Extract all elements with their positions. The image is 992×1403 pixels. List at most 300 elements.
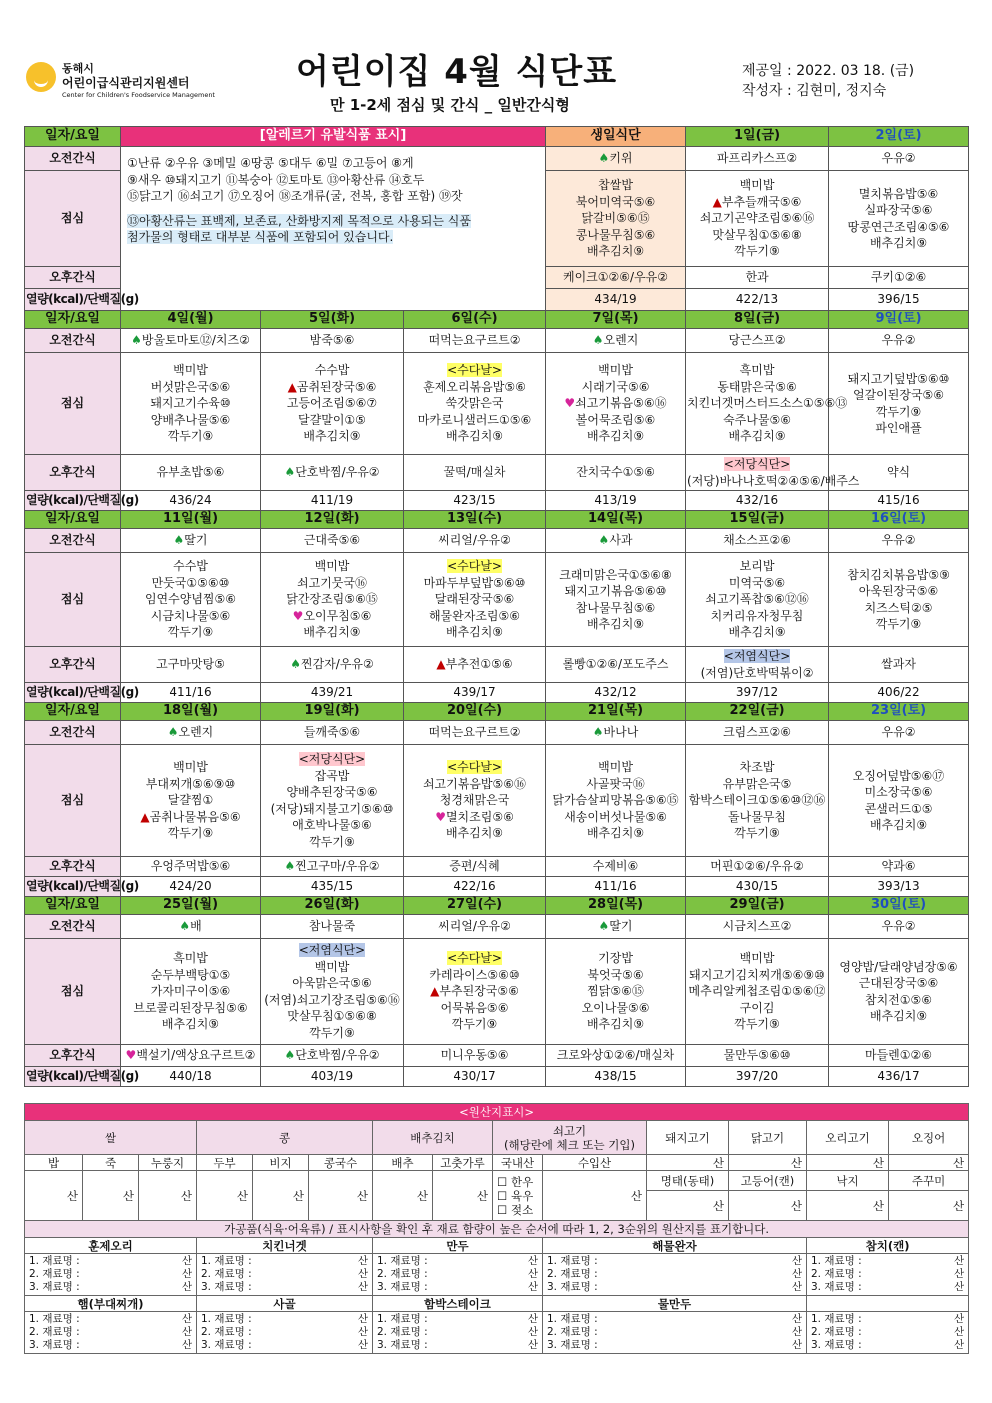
- seafood-origin: 산: [807, 1191, 889, 1221]
- ingredient-origin: 산: [357, 1339, 368, 1351]
- lunch-item-text: 버섯맑은국⑤⑥: [150, 379, 231, 394]
- lunch-item-text: 아욱맑은국⑤⑥: [292, 976, 372, 990]
- ingredient-label: 1. 재료명 :: [29, 1255, 80, 1267]
- processed-item-name: [807, 1296, 969, 1312]
- lunch-item-text: 배추김치⑨: [161, 1017, 220, 1032]
- lunch-item-text: 미역국⑤⑥: [728, 575, 786, 590]
- lunch-item: [262, 801, 402, 818]
- lunch-item-text: 볼어묵조림⑤⑥: [575, 412, 656, 427]
- lunch-item: 북어미역국⑤⑥: [575, 194, 656, 209]
- day-header: 18일(월): [121, 703, 261, 721]
- lunch-item-text: 임연수양념찜⑤⑥: [144, 592, 237, 607]
- afternoon-snack-text: 우엉주먹밥⑤⑥: [150, 859, 231, 874]
- energy-value: 432/12: [546, 683, 686, 703]
- ingredient-label: 3. 재료명 :: [811, 1281, 862, 1293]
- ingredient-label: 2. 재료명 :: [29, 1268, 80, 1280]
- ingredient-line: [201, 1326, 368, 1339]
- lunch-item: [405, 809, 544, 826]
- lunch-menu: [686, 353, 848, 455]
- day-header: 13일(수): [404, 511, 546, 529]
- lunch-item: [547, 776, 684, 793]
- afternoon-line: [122, 464, 259, 481]
- processed-item-name: 사골: [197, 1296, 373, 1312]
- fruit-clover-icon: ♠: [290, 657, 301, 672]
- lunch-menu: [686, 939, 829, 1045]
- energy-value: 430/17: [404, 1067, 546, 1087]
- lunch-item: [262, 591, 402, 608]
- afternoon-snack-text: 잔치국수①⑤⑥: [576, 465, 655, 480]
- day-header: 8일(금): [686, 311, 829, 329]
- lunch-item: [830, 235, 967, 252]
- lunch-item: [830, 784, 967, 801]
- processed-item-origin: [197, 1312, 373, 1354]
- ingredient-origin: 산: [953, 1268, 965, 1280]
- ingredient-line: [201, 1268, 368, 1281]
- lunch-item: [687, 210, 827, 227]
- morning-snack-text: 참나물죽: [308, 919, 356, 934]
- ingredient-label: 1. 재료명 :: [811, 1255, 862, 1267]
- day-header: 4일(월): [121, 311, 261, 329]
- afternoon-line: [405, 464, 544, 481]
- ingredient-label: 2. 재료명 :: [201, 1326, 252, 1338]
- processed-item-origin: [543, 1254, 807, 1296]
- ingredient-label: 2. 재료명 :: [377, 1326, 428, 1338]
- lunch-item-text: 마파두부덮밥⑤⑥⑩: [423, 575, 526, 590]
- afternoon-snack: [686, 455, 860, 491]
- morning-snack-text: 사과: [609, 533, 633, 548]
- origin-value: 산: [197, 1171, 253, 1221]
- afternoon-snack: [121, 857, 261, 877]
- pork-origin: 산: [647, 1155, 729, 1171]
- lunch-item-text: 기장밥: [598, 951, 633, 966]
- afternoon-snack: [829, 1045, 969, 1067]
- lunch-item-text: 곰취나물볶음⑤⑥: [149, 809, 241, 824]
- lunch-item-text: 순두부백탕①⑤: [150, 967, 231, 982]
- afternoon-line: [122, 656, 259, 673]
- lunch-item-text: 깍두기⑨: [309, 834, 355, 849]
- lunch-item: [687, 809, 827, 826]
- beef-option: [497, 1175, 542, 1189]
- lunch-item-text: 북엇국⑤⑥: [587, 967, 644, 982]
- morning-snack-text: 오렌지: [178, 725, 214, 740]
- fruit-clover-icon: ♠: [598, 919, 610, 934]
- day-header: 25일(월): [121, 897, 261, 915]
- redpepper-head: 고춧가루: [433, 1155, 493, 1171]
- date-label: 일자/요일: [25, 897, 121, 915]
- lunch-item: [405, 825, 544, 842]
- energy-value: 411/16: [546, 877, 686, 897]
- allergy-note-line: [127, 229, 539, 246]
- lunch-menu: [546, 553, 686, 647]
- lunch-item: [122, 591, 259, 608]
- tag-text: <수다날>: [447, 559, 502, 574]
- ingredient-label: 3. 재료명 :: [29, 1339, 80, 1351]
- afternoon-snack-text: 수제비⑥: [592, 859, 639, 874]
- lunch-item: [687, 412, 827, 429]
- fruit-clover-icon: ♠: [284, 1048, 296, 1063]
- lunch-item: [405, 1016, 544, 1033]
- fruit-clover-icon: ♠: [598, 151, 610, 166]
- lunch-item: [122, 1016, 259, 1033]
- morning-snack: [686, 329, 829, 353]
- day-header: 5일(화): [261, 311, 404, 329]
- energy-label: 열량(kcal)/단백질(g): [25, 683, 121, 703]
- lunch-item-text: 참나물무침⑤⑥: [575, 600, 656, 615]
- lunch-item: [405, 792, 544, 809]
- fruit-clover-icon: ♠: [167, 725, 179, 740]
- lunch-item-text: 양배추된장국⑤⑥: [286, 785, 378, 799]
- lunch-item: [122, 1000, 259, 1017]
- lunch-item: [687, 362, 827, 379]
- afternoon-snack: [261, 857, 404, 877]
- energy-value: 423/15: [404, 491, 546, 511]
- afternoon-snack: [404, 647, 546, 683]
- lunch-item-text: 배추김치⑨: [586, 826, 645, 841]
- energy-value: 413/19: [546, 491, 686, 511]
- seasonal-food-icon: ▲: [287, 379, 297, 394]
- lunch-item-text: 백미밥: [598, 760, 633, 775]
- energy-value: 422/13: [686, 289, 829, 311]
- biji-head: 비지: [253, 1155, 309, 1171]
- lunch-item: [687, 558, 827, 575]
- duck-head: 오리고기: [807, 1121, 889, 1155]
- fruit-clover-icon: ♠: [173, 533, 185, 548]
- afternoon-snack-text: 약식: [886, 465, 911, 480]
- afternoon-line: [405, 1047, 544, 1064]
- lunch-item: [262, 624, 402, 641]
- ingredient-line: [547, 1281, 802, 1294]
- energy-value: 439/17: [404, 683, 546, 703]
- processed-note: 가공품(식육·어육류) / 표시사항을 확인 후 재료 함량이 높은 순서에 따라 1, 2, 3순위의 원산지를 표기합니다.: [25, 1221, 969, 1238]
- ingredient-line: [377, 1255, 538, 1268]
- lunch-item-text: 깍두기⑨: [875, 617, 922, 631]
- lunch-item: [122, 379, 259, 396]
- lunch-item: [687, 608, 827, 625]
- morning-snack: [829, 915, 969, 939]
- lunch-item-text: 유부맑은국⑤: [722, 776, 792, 791]
- lunch-item-text: 돼지고기볶음⑤⑥⑩: [564, 584, 667, 598]
- lunch-menu: [829, 353, 969, 455]
- processed-item-origin: [807, 1254, 969, 1296]
- lunch-item: [830, 616, 967, 633]
- lunch-item: [405, 379, 544, 396]
- lunch-item: [405, 395, 544, 412]
- lunch-item-text: 배추김치⑨: [586, 1017, 645, 1032]
- processed-item-name: 함박스테이크: [373, 1296, 543, 1312]
- lunch-item: [547, 950, 684, 967]
- ingredient-line: [547, 1326, 802, 1339]
- lunch-item-text: 맛살무침①⑤⑥⑧: [712, 227, 802, 242]
- beef-option: [497, 1203, 542, 1217]
- lunch-menu: [404, 353, 546, 455]
- lunch-item-text: 부추들깨국⑤⑥: [721, 194, 802, 209]
- lunch-item: [687, 395, 848, 412]
- tag-text: <수다날>: [447, 760, 502, 775]
- fruit-clover-icon: ♠: [179, 919, 191, 934]
- chicken-origin: 산: [729, 1155, 807, 1171]
- processed-item-name: 만두: [373, 1238, 543, 1254]
- energy-value: 440/18: [121, 1067, 261, 1087]
- morning-snack-text: 크림스프②⑥: [723, 725, 791, 740]
- morning-snack: 파프리카스프②: [686, 147, 829, 171]
- lunch-menu: [404, 939, 546, 1045]
- ingredient-line: [377, 1268, 538, 1281]
- morning-snack-text: 근대죽⑤⑥: [303, 533, 361, 548]
- lunch-item-text: 배추김치⑨: [869, 818, 928, 832]
- afternoon-label: 오후간식: [25, 267, 121, 289]
- org-english: Center for Children's Foodservice Management: [62, 91, 215, 99]
- ingredient-line: [29, 1326, 192, 1339]
- energy-value: 397/20: [686, 1067, 829, 1087]
- ingredient-label: 1. 재료명 :: [29, 1313, 80, 1325]
- lunch-item: [122, 362, 259, 379]
- lunch-item: [687, 227, 827, 244]
- morning-snack-text: 밤죽⑤⑥: [309, 333, 355, 348]
- afternoon-line: [262, 1047, 402, 1064]
- lunch-item-text: 흑미밥: [173, 951, 208, 966]
- lunch-item: [122, 759, 259, 776]
- afternoon-snack: [404, 857, 546, 877]
- day-header: 19일(화): [261, 703, 404, 721]
- day-header: 11일(월): [121, 511, 261, 529]
- morning-snack: [404, 915, 546, 939]
- lunch-item: [547, 428, 684, 445]
- afternoon-line: [262, 858, 402, 875]
- ingredient-label: 3. 재료명 :: [547, 1339, 598, 1351]
- checkbox[interactable]: ☐: [497, 1174, 511, 1189]
- lunch-menu: [121, 939, 261, 1045]
- morning-snack-text: 씨리얼/우유②: [438, 919, 511, 934]
- morning-snack-text: 우유②: [881, 533, 916, 548]
- energy-value: 393/13: [829, 877, 969, 897]
- day-header: 21일(목): [546, 703, 686, 721]
- provide-date: 제공일 : 2022. 03 18. (금): [742, 63, 915, 79]
- day-header: 9일(토): [829, 311, 969, 329]
- ingredient-line: [811, 1268, 964, 1281]
- morning-snack-text: 오렌지: [603, 333, 639, 348]
- lunch-item: [405, 575, 544, 592]
- morning-snack: [261, 329, 404, 353]
- lunch-menu: [261, 353, 404, 455]
- afternoon-snack-text: 유부초밥⑤⑥: [156, 465, 225, 480]
- ingredient-line: [377, 1281, 538, 1294]
- allergy-legend-line: ①난류 ②우유 ③메밀 ④땅콩 ⑤대두 ⑥밀 ⑦고등어 ⑧게: [127, 156, 414, 170]
- afternoon-snack: [686, 857, 829, 877]
- lunch-item: [687, 967, 827, 984]
- birthday-morning: [546, 147, 686, 171]
- origin-table: [24, 1103, 969, 1354]
- day-header: 20일(수): [404, 703, 546, 721]
- page-title: 어린이집 4월 식단표: [296, 52, 618, 92]
- afternoon-line: [830, 858, 967, 875]
- lunch-item: [687, 591, 827, 608]
- afternoon-snack: [546, 647, 686, 683]
- ingredient-line: [201, 1339, 368, 1352]
- ingredient-label: 1. 재료명 :: [201, 1255, 252, 1267]
- afternoon-snack-text: 단호박찜/우유②: [295, 465, 380, 480]
- squid-origin: 산: [889, 1155, 969, 1171]
- afternoon-snack-text: 미니우동⑤⑥: [440, 1048, 509, 1063]
- lunch-menu: [829, 939, 969, 1045]
- afternoon-line: [262, 464, 402, 481]
- tag-text: <저당식단>: [723, 457, 791, 471]
- morning-snack: [829, 529, 969, 553]
- morning-snack: [546, 329, 686, 353]
- lunch-item: [687, 776, 827, 793]
- lunch-item-text: 깍두기⑨: [734, 1017, 780, 1032]
- lunch-item-text: 수수밥: [173, 559, 208, 574]
- lunch-item: 배추김치⑨: [586, 244, 645, 259]
- lunch-item: [830, 420, 967, 437]
- lunch-item-text: 훈제오리볶음밥⑤⑥: [423, 379, 526, 394]
- lunch-menu: [686, 745, 829, 857]
- lunch-item-text: 차조밥: [739, 760, 775, 775]
- lunch-item-text: 잡곡밥: [314, 768, 350, 783]
- ingredient-line: [547, 1339, 802, 1352]
- checkbox[interactable]: ☐: [497, 1188, 511, 1203]
- ingredient-origin: 산: [527, 1268, 538, 1280]
- date-label: 일자/요일: [25, 703, 121, 721]
- lunch-item: [262, 992, 402, 1009]
- afternoon-snack: [121, 455, 261, 491]
- origin-value: 산: [433, 1171, 493, 1221]
- afternoon-snack-text: 찐고구마/우유②: [295, 859, 380, 874]
- nurungji-head: 누룽지: [139, 1155, 197, 1171]
- lunch-item-text: 보리밥: [739, 559, 775, 574]
- lunch-item: [687, 1000, 827, 1017]
- lunch-item: [687, 759, 827, 776]
- lunch-item: [262, 395, 402, 412]
- allergy-legend-line: ⑮닭고기 ⑯쇠고기 ⑰오징어 ⑱조개류(굴, 전복, 홍합 포함) ⑲잣: [127, 189, 463, 203]
- lunch-item-text: 배추김치⑨: [869, 236, 928, 250]
- lunch-menu: [546, 353, 686, 455]
- fruit-clover-icon: ♠: [592, 333, 604, 348]
- morning-snack-text: 떠먹는요구르트②: [428, 333, 521, 348]
- lunch-item-text: 미소장국⑤⑥: [864, 785, 933, 799]
- special-day-tag: [687, 456, 827, 473]
- afternoon-snack: [121, 647, 261, 683]
- lunch-item: [405, 624, 544, 641]
- seasonal-food-icon: ▲: [430, 984, 440, 999]
- morning-snack: [829, 721, 969, 745]
- checkbox[interactable]: ☐: [497, 1202, 511, 1217]
- lunch-item-text: 깍두기⑨: [167, 826, 214, 841]
- lunch-item-text: 쇠고기볶음⑤⑥⑯: [575, 396, 667, 411]
- lunch-item-text: 만둣국①⑤⑥⑩: [151, 575, 230, 590]
- origin-value: 산: [25, 1171, 83, 1221]
- heart-icon: ♥: [125, 1048, 137, 1063]
- morning-label: 오전간식: [25, 329, 121, 353]
- lunch-item-text: 얼갈이된장국⑤⑥: [852, 388, 945, 402]
- ingredient-label: 3. 재료명 :: [811, 1339, 862, 1351]
- lunch-item-text: 깍두기⑨: [167, 625, 214, 640]
- lunch-item: [547, 567, 684, 584]
- ingredient-line: [547, 1313, 802, 1326]
- lunch-item: [547, 809, 684, 826]
- energy-value: 424/20: [121, 877, 261, 897]
- lunch-menu: [686, 171, 829, 267]
- lunch-item: [687, 428, 827, 445]
- lunch-item-text: 사골팟국⑯: [586, 776, 645, 791]
- afternoon-snack: [121, 1045, 261, 1067]
- date-label: 일자/요일: [25, 311, 121, 329]
- lunch-item-text: 오징어덮밥⑤⑥⑰: [852, 768, 945, 783]
- lunch-item-text: 콘샐러드①⑤: [864, 801, 933, 816]
- afternoon-line: [687, 665, 827, 682]
- afternoon-line: [687, 473, 860, 490]
- ingredient-line: [377, 1339, 538, 1352]
- duck-origin: 산: [807, 1155, 889, 1171]
- lunch-item: [687, 825, 827, 842]
- lunch-item: [547, 1000, 684, 1017]
- lunch-item-text: 흑미밥: [739, 363, 775, 378]
- lunch-item: [122, 825, 259, 842]
- lunch-item-text: 돼지고기수육⑩: [150, 396, 231, 411]
- fruit-clover-icon: ♠: [131, 333, 142, 348]
- energy-value: 438/15: [546, 1067, 686, 1087]
- lunch-item-text: 새송이버섯나물⑤⑥: [564, 809, 667, 824]
- afternoon-snack: 한과: [686, 267, 829, 289]
- lunch-item-text: 부추된장국⑤⑥: [439, 984, 519, 999]
- ingredient-line: [201, 1281, 368, 1294]
- ingredient-origin: 산: [527, 1339, 538, 1351]
- morning-snack: [121, 329, 261, 353]
- fruit-clover-icon: ♠: [592, 725, 604, 740]
- afternoon-line: [122, 858, 259, 875]
- processed-item-name: 훈제오리: [25, 1238, 197, 1254]
- lunch-item-text: 맛살무침①⑤⑥⑧: [287, 1009, 377, 1023]
- lunch-item: [122, 428, 259, 445]
- lunch-item-text: 파인애플: [875, 421, 922, 435]
- origin-value: 산: [83, 1171, 139, 1221]
- ingredient-origin: 산: [953, 1281, 965, 1293]
- ingredient-origin: 산: [953, 1255, 965, 1267]
- afternoon-snack-text: 백설기/액상요구르트②: [136, 1048, 256, 1063]
- afternoon-line: [405, 656, 544, 673]
- ingredient-origin: 산: [791, 1268, 802, 1280]
- author: 작성자 : 김현미, 정지숙: [742, 83, 887, 99]
- special-day-tag: [405, 759, 544, 776]
- special-day-tag: [405, 362, 544, 379]
- day-header: 16일(토): [829, 511, 969, 529]
- energy-value: 436/24: [121, 491, 261, 511]
- tag-text: <수다날>: [447, 951, 502, 966]
- mackerel-head: 고등어(캔): [729, 1171, 807, 1191]
- morning-snack: [121, 915, 261, 939]
- heart-icon: ♥: [435, 809, 446, 824]
- energy-value: 430/15: [686, 877, 829, 897]
- ingredient-label: 1. 재료명 :: [377, 1255, 428, 1267]
- lunch-item-text: 치킨너겟머스터드소스①⑤⑥⑬: [687, 396, 848, 411]
- lunch-item-text: 참치김치볶음밥⑤⑨: [847, 567, 950, 582]
- lunch-item-text: 배추김치⑨: [728, 625, 786, 640]
- rice-head: 쌀: [25, 1121, 197, 1155]
- processed-item-name: 물만두: [543, 1296, 807, 1312]
- lunch-item: [122, 395, 259, 412]
- energy-value: 439/21: [261, 683, 404, 703]
- ingredient-origin: 산: [357, 1268, 368, 1280]
- lunch-item: 닭갈비⑤⑥⑮: [581, 211, 650, 226]
- ingredient-line: [29, 1313, 192, 1326]
- lunch-menu: [546, 939, 686, 1045]
- energy-value: 422/16: [404, 877, 546, 897]
- energy-value: 403/19: [261, 1067, 404, 1087]
- origin-value: 산: [373, 1171, 433, 1221]
- seasonal-food-icon: ▲: [140, 809, 150, 824]
- bean-head: 콩: [197, 1121, 373, 1155]
- lunch-item-text: 배추김치⑨: [445, 625, 504, 640]
- beef-subtitle: (해당란에 체크 또는 기입): [503, 1137, 636, 1152]
